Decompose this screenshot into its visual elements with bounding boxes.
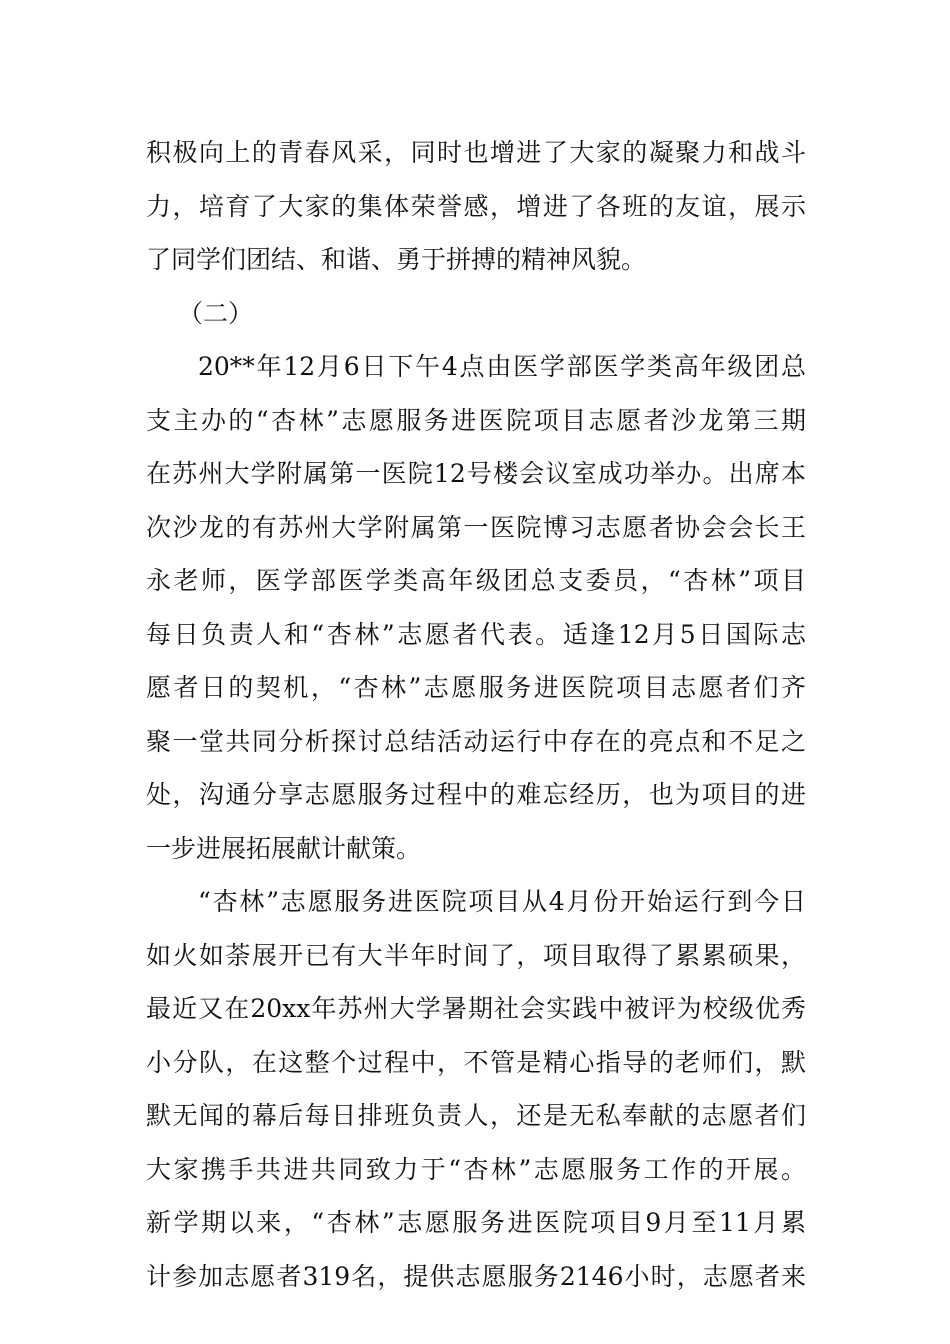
text-line: 如火如荼展开已有大半年时间了，项目取得了累累硕果， [146,940,806,970]
section-heading: （二） [178,298,254,328]
text-line: 每日负责人和“杏林”志愿者代表。适逢12月5日国际志 [146,619,806,649]
text-line: 永老师，医学部医学类高年级团总支委员，“杏林”项目 [146,566,806,595]
text-line: 聚一堂共同分析探讨总结活动运行中存在的亮点和不足之 [146,726,806,756]
text-line: 小分队，在这整个过程中，不管是精心指导的老师们，默 [146,1047,806,1077]
text-line: 支主办的“杏林”志愿服务进医院项目志愿者沙龙第三期 [146,405,806,435]
text-line: “杏林”志愿服务进医院项目从4月份开始运行到今日 [198,887,806,916]
text-line: 默无闻的幕后每日排班负责人，还是无私奉献的志愿者们 [146,1101,806,1130]
text-line: 力，培育了大家的集体荣誉感，增进了各班的友谊，展示 [146,191,806,221]
paragraph [146,340,806,875]
text-line: 新学期以来，“杏林”志愿服务进医院项目9月至11月累 [146,1208,806,1237]
text-line: 愿者日的契机，“杏林”志愿服务进医院项目志愿者们齐 [146,673,806,702]
text-line: 大家携手共进共同致力于“杏林”志愿服务工作的开展。 [146,1154,806,1184]
document-body [146,126,806,1303]
text-line: 了同学们团结、和谐、勇于拼搏的精神风貌。 [146,245,647,274]
paragraph-continuation [146,126,806,287]
text-line: 一步进展拓展献计献策。 [146,833,422,863]
text-line: 次沙龙的有苏州大学附属第一医院博习志愿者协会会长王 [146,512,806,542]
text-line: 20**年12月6日下午4点由医学部医学类高年级团总 [198,352,806,381]
paragraph [146,875,806,1303]
text-line: 在苏州大学附属第一医院12号楼会议室成功举办。出席本 [146,459,806,488]
text-line: 计参加志愿者319名，提供志愿服务2146小时，志愿者来 [146,1261,806,1291]
text-line: 处，沟通分享志愿服务过程中的难忘经历，也为项目的进 [146,780,806,809]
text-line: 积极向上的青春风采，同时也增进了大家的凝聚力和战斗 [146,138,806,167]
text-line: 最近又在20xx年苏州大学暑期社会实践中被评为校级优秀 [146,994,806,1023]
